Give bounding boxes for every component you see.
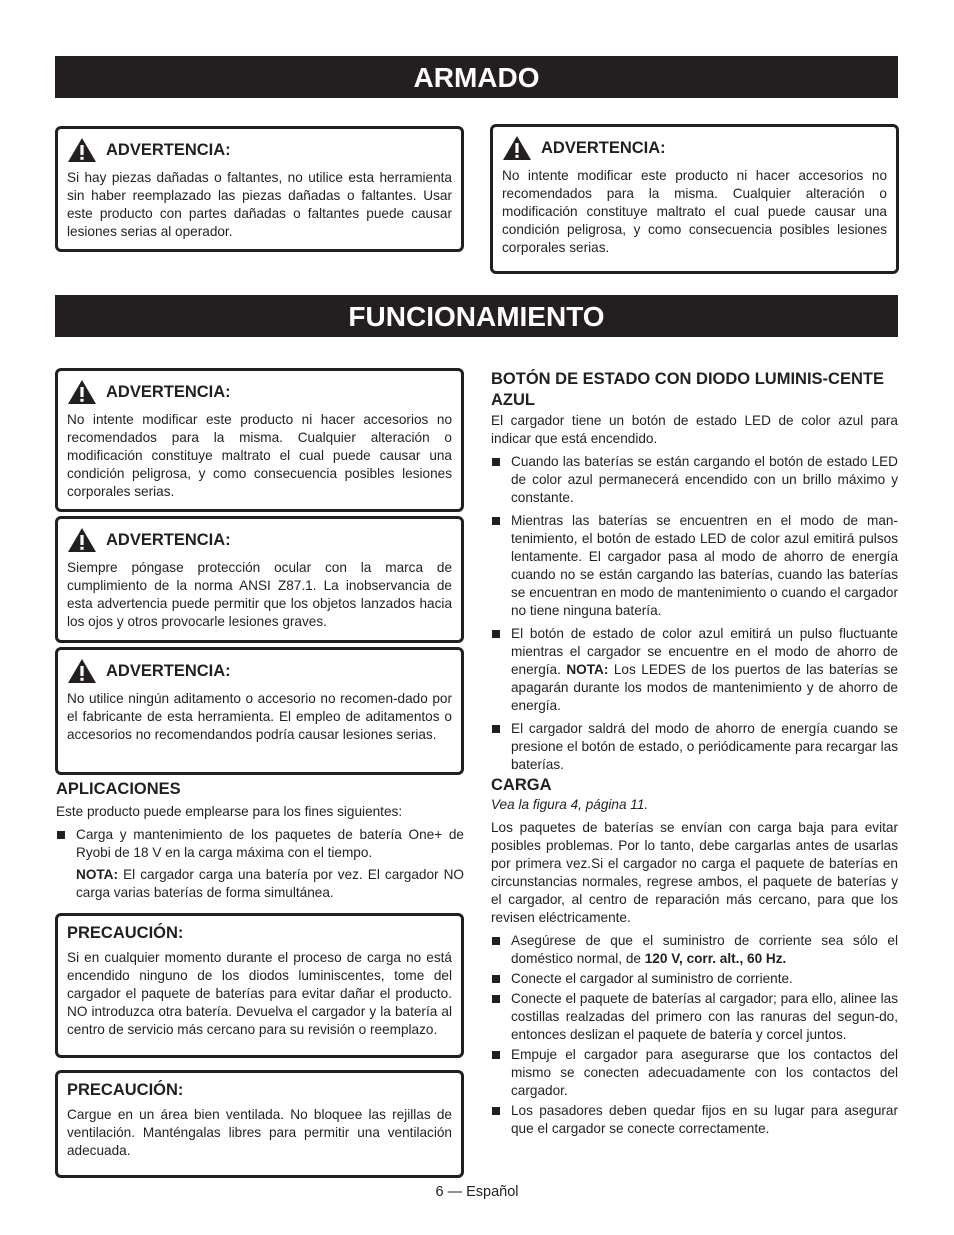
carga-section — [491, 775, 898, 1138]
warning-heading: ADVERTENCIA: — [106, 530, 231, 549]
list-item: El cargador saldrá del modo de ahorro de energía cuando se presione el botón de estado, o periódicamente para recargar las baterías. — [491, 720, 898, 774]
list-item: Carga y mantenimiento de los paquetes de batería One+ de Ryobi de 18 V en la carga máxima con el tiempo. — [56, 826, 464, 862]
carga-heading: CARGA — [491, 776, 552, 794]
list-item: Cuando las baterías se están cargando el botón de estado LED de color azul permanecerá encendido con un brillo máximo y constante. — [491, 453, 898, 507]
caution-heading: PRECAUCIÓN: — [67, 1081, 184, 1099]
warning-text: Siempre póngase protección ocular con la marca de cumplimiento de la norma ANSI Z87.1. La inobservancia de esta advertencia puede permitir que los objetos lanzados hacia los ojos y otros provocarle lesiones graves. — [67, 560, 452, 629]
warning-triangle-icon — [67, 658, 97, 684]
list-item: Conecte el paquete de baterías al cargador; para ello, alinee las costillas realzadas del primero con las ranuras del segun-do, entonces deslizan el paquete de batería y corcel juntos. — [491, 990, 898, 1044]
caution-heading: PRECAUCIÓN: — [67, 924, 184, 942]
carga-intro: Los paquetes de baterías se envían con carga baja para evitar posibles problemas. Por lo tanto, debe cargarlas antes de usarlas por primera vez.Si el cargador no carga el paquete de baterías en circunstancias normales, regrese ambos, el paquete de baterías y el cargador, al centro de reparación más cercano, para que los revisen eléctricamente. — [491, 820, 898, 925]
list-item: Conecte el cargador al suministro de corriente. — [491, 970, 898, 988]
warning-box — [55, 516, 464, 643]
warning-heading: ADVERTENCIA: — [106, 382, 231, 401]
warning-box — [55, 647, 464, 775]
section-banner-funcionamiento: FUNCIONAMIENTO — [55, 295, 898, 337]
warning-text: No intente modificar este producto ni hacer accesorios no recomendados para la misma. Cualquier alteración o modificación constituye maltrato el cual puede causar una condición peligrosa, y como consecuencia posibles lesiones corporales serias. — [502, 168, 887, 255]
warning-box — [55, 368, 464, 512]
boton-intro: El cargador tiene un botón de estado LED de color azul para indicar que está encendido. — [491, 413, 898, 446]
aplicaciones-section — [56, 779, 464, 902]
warning-text: No utilice ningún aditamento o accesorio no recomen-dado por el fabricante de esta herramienta. El empleo de aditamentos o accesorios no recomendandos podría causar lesiones serias. — [67, 691, 452, 742]
warning-triangle-icon — [67, 379, 97, 405]
list-item: Los pasadores deben quedar fijos en su lugar para asegurar que el cargador se conecte correctamente. — [491, 1102, 898, 1138]
warning-box — [490, 124, 899, 274]
list-item: Asegúrese de que el suministro de corriente sea sólo el doméstico normal, de 120 V, corr. alt., 60 Hz. — [491, 932, 898, 968]
boton-heading: BOTÓN DE ESTADO CON DIODO LUMINIS-CENTE AZUL — [491, 370, 884, 409]
aplicaciones-intro: Este producto puede emplearse para los fines siguientes: — [56, 804, 403, 819]
carga-list — [491, 932, 898, 1138]
warning-triangle-icon — [67, 137, 97, 163]
boton-list — [491, 453, 898, 774]
warning-heading: ADVERTENCIA: — [106, 661, 231, 680]
warning-text: Si hay piezas dañadas o faltantes, no utilice esta herramienta sin haber reemplazado las piezas dañadas o faltantes. Usar este producto con partes dañadas o faltantes puede causar lesiones serias al operador. — [67, 170, 452, 239]
warning-triangle-icon — [67, 527, 97, 553]
aplicaciones-list — [56, 826, 464, 862]
page-footer: 6 — Español — [435, 1184, 519, 1200]
warning-heading: ADVERTENCIA: — [541, 138, 666, 157]
warning-text: No intente modificar este producto ni hacer accesorios no recomendados para la misma. Cualquier alteración o modificación constituye maltrato el cual puede causar una condición peligrosa, y como consecuencia posibles lesiones corporales serias. — [67, 412, 452, 499]
list-item: Empuje el cargador para asegurarse que los contactos del mismo se conecten adecuadamente con los contactos del cargador. — [491, 1046, 898, 1100]
list-item: Mientras las baterías se encuentren en el modo de man-tenimiento, el botón de estado LED de color azul emitirá pulsos lentamente. El cargador pasa al modo de ahorro de energía cuando no se están cargando las baterías, cuando las baterías se encuentran en modo de mantenimiento o cuando el cargador no tiene ninguna batería. — [491, 512, 898, 620]
warning-triangle-icon — [502, 135, 532, 161]
caution-text: Si en cualquier momento durante el proceso de carga no está encendido ninguno de los diodos luminiscentes, tome del cargador el paquete de baterías para evitar dañar el producto. NO introduzca otra batería. Devuelva el cargador y la batería al centro de servicio más cercano para su revisión o reemplazo. — [67, 950, 452, 1037]
boton-section — [491, 369, 898, 774]
caution-box — [55, 1070, 464, 1178]
section-banner-armado: ARMADO — [55, 56, 898, 98]
caution-text: Cargue en un área bien ventilada. No bloquee las rejillas de ventilación. Manténgalas libres para permitir una ventilación adecuada. — [67, 1107, 452, 1158]
warning-heading: ADVERTENCIA: — [106, 140, 231, 159]
carga-reference: Vea la figura 4, página 11. — [491, 797, 649, 812]
aplicaciones-heading: APLICACIONES — [56, 780, 181, 798]
aplicaciones-note: NOTA: El cargador carga una batería por vez. El cargador NO carga varias baterías de forma simultánea. — [76, 867, 464, 900]
list-item: El botón de estado de color azul emitirá un pulso fluctuante mientras el cargador se encuentre en el modo de ahorro de energía. NOTA: Los LEDES de los puertos de las baterías se apagarán durante los modos de mantenimiento y de ahorro de energía. — [491, 625, 898, 715]
warning-box — [55, 126, 464, 252]
caution-box — [55, 913, 464, 1058]
